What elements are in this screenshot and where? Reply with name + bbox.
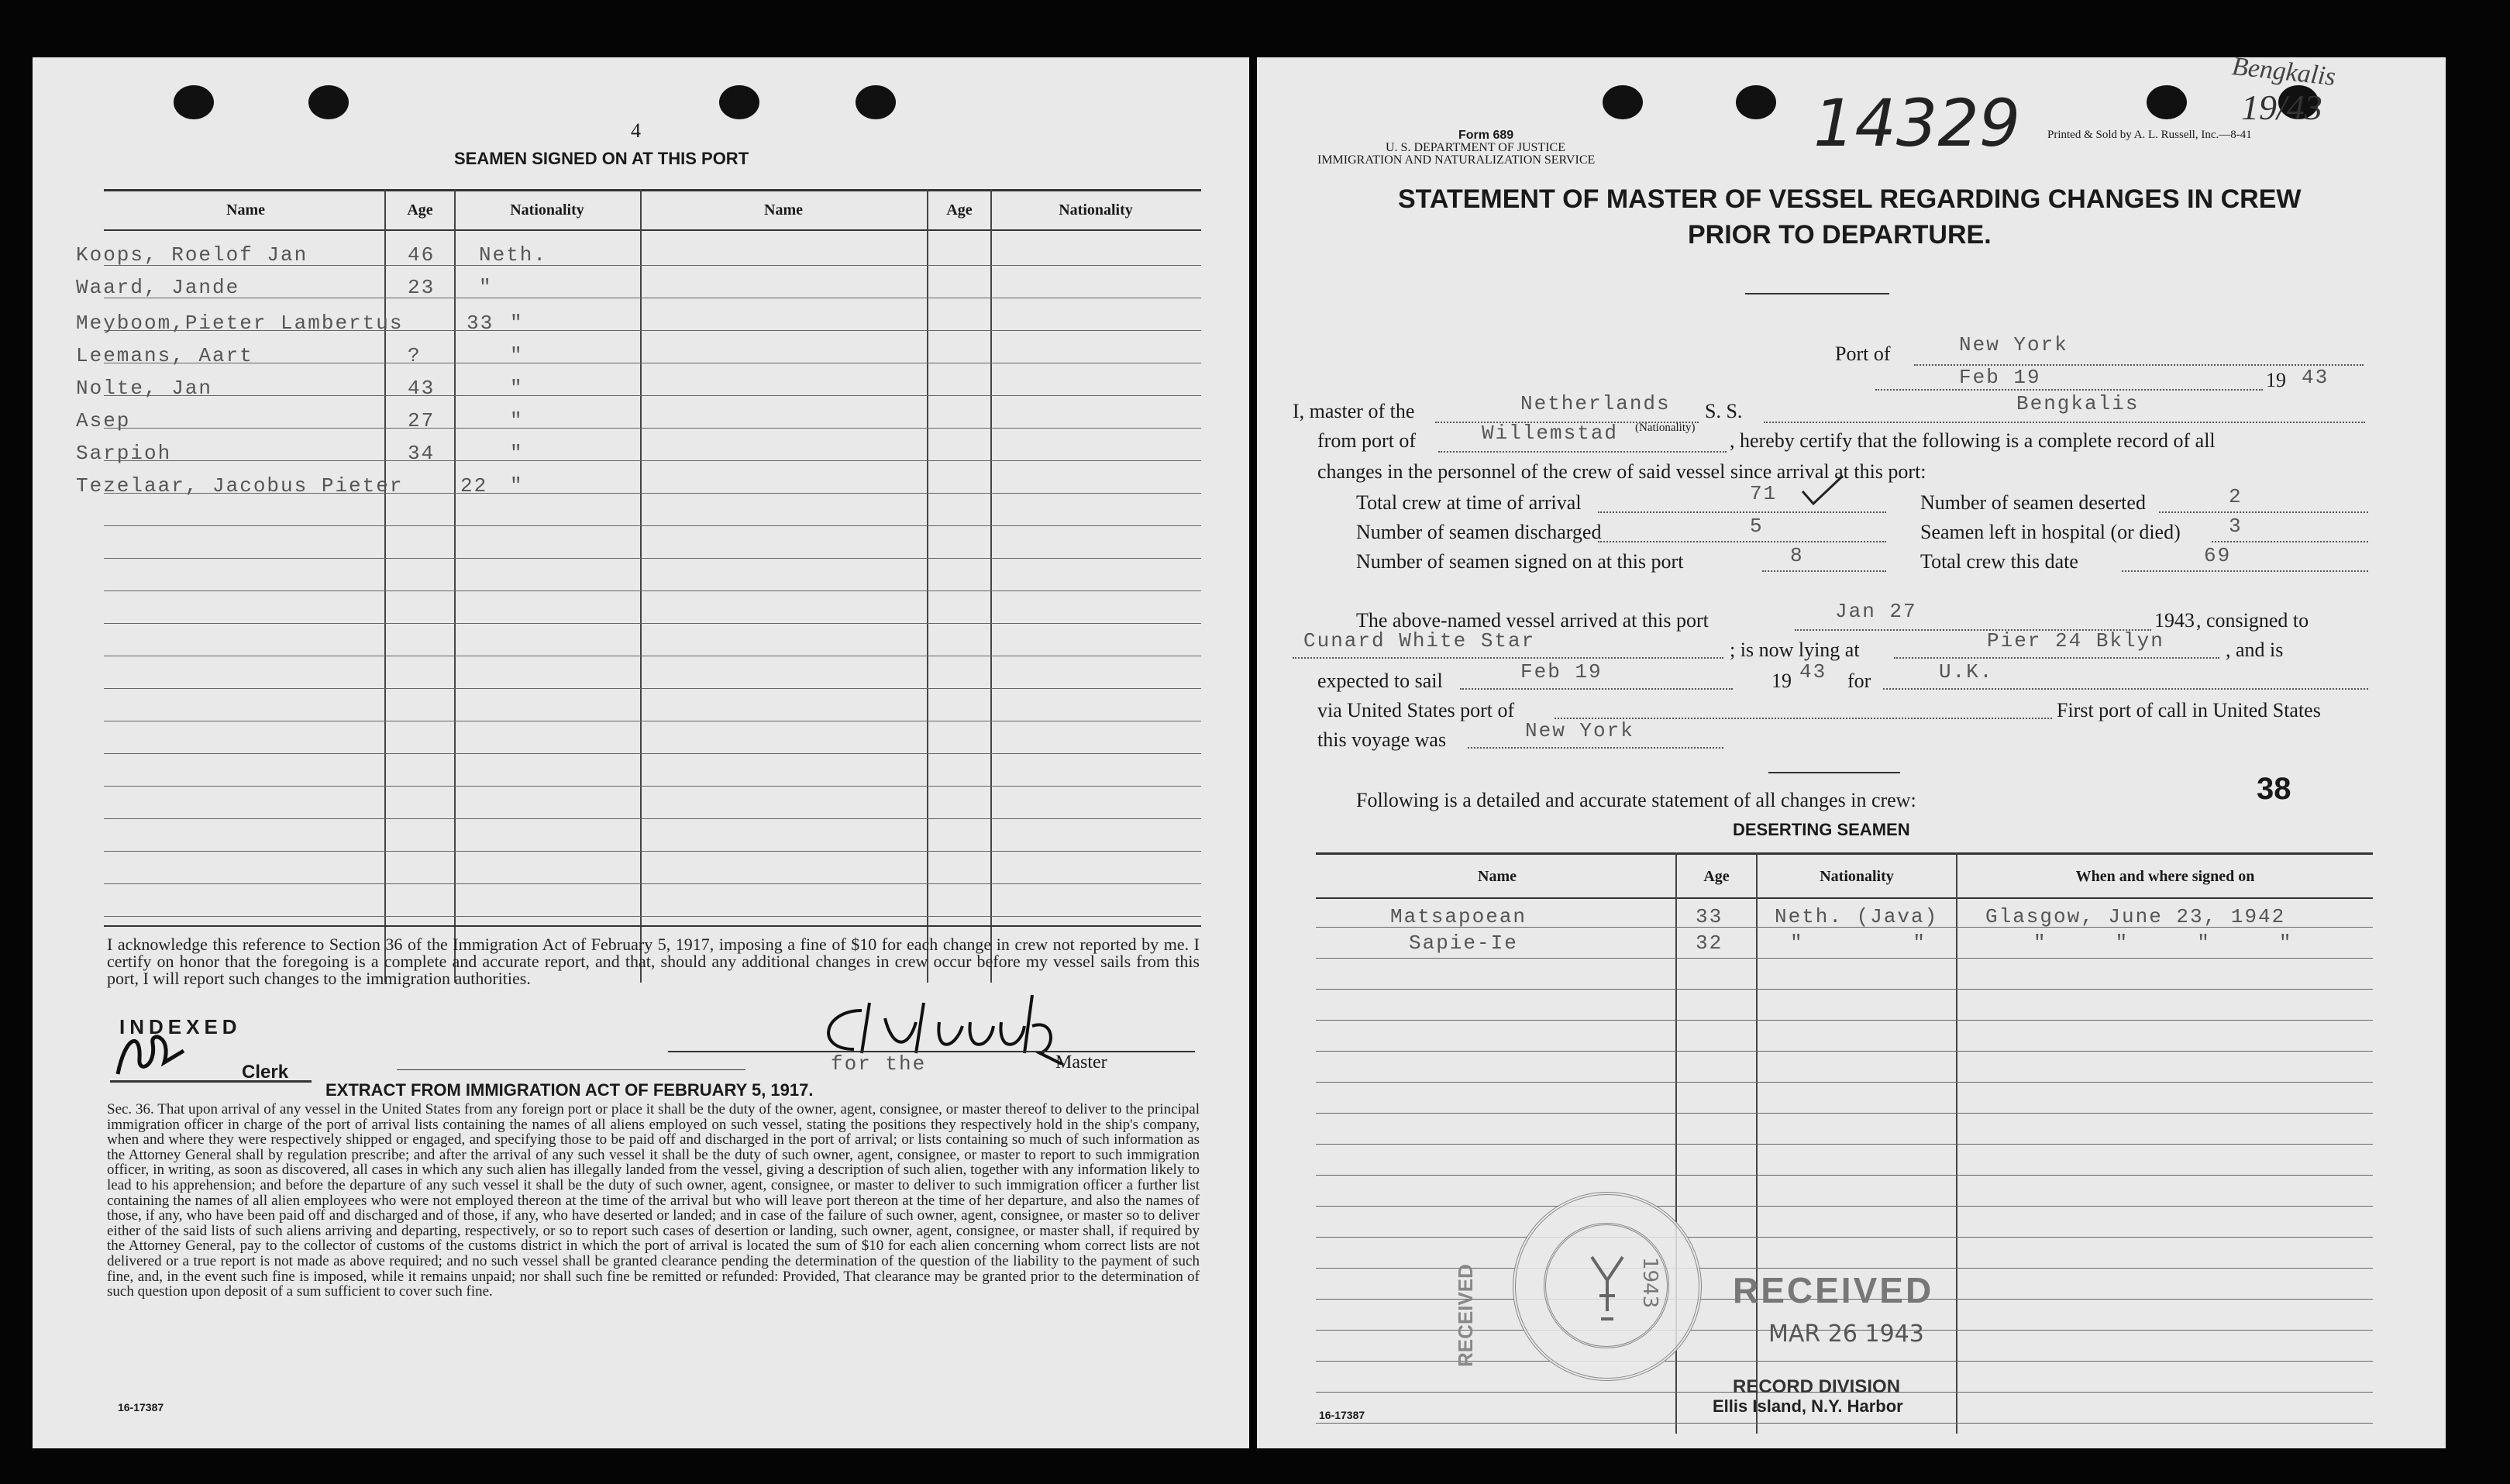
ss-label: S. S. — [1705, 400, 1743, 422]
crew-nationality: " — [510, 409, 524, 432]
col-age-2: Age — [946, 201, 973, 219]
consignee: Cunard White Star — [1303, 629, 1536, 652]
crew-age: ? — [408, 344, 422, 367]
total-crew-arrival-value: 71 — [1750, 482, 1778, 505]
crew-nationality: " — [510, 442, 524, 465]
from-port-label: from port of — [1317, 429, 1417, 452]
deserter-nationality: " " — [1790, 931, 1927, 955]
certify-text: , hereby certify that the following is a complete record of all — [1730, 429, 2216, 452]
first-port-label: First port of call in United States — [2057, 699, 2321, 721]
section-title: SEAMEN SIGNED ON AT THIS PORT — [454, 149, 749, 168]
crew-age: 33 — [467, 312, 494, 335]
crew-age: 34 — [408, 442, 436, 465]
corner-note-vessel: Bengkalis — [2230, 52, 2337, 91]
right-page — [1257, 52, 2446, 1448]
punch-hole — [719, 85, 759, 119]
hospital-value: 3 — [2229, 515, 2243, 538]
col-age: Age — [407, 201, 433, 219]
extract-title: EXTRACT FROM IMMIGRATION ACT OF FEBRUARY 5, 1917. — [325, 1080, 814, 1100]
and-is-label: , and is — [2226, 639, 2284, 661]
punch-hole — [1603, 85, 1643, 119]
master-of-label: I, master of the — [1293, 400, 1415, 422]
via-label: via United States port of — [1317, 699, 1515, 721]
received-date: MAR 26 1943 — [1768, 1320, 1924, 1348]
crew-age: 43 — [408, 377, 436, 400]
crew-nationality: " — [510, 474, 524, 498]
voyage-label: this voyage was — [1317, 728, 1447, 751]
form-code: 16-17387 — [118, 1401, 164, 1413]
deserted-value: 2 — [2229, 485, 2243, 508]
total-crew-date-label: Total crew this date — [1920, 550, 2078, 573]
for-value: U.K. — [1939, 660, 1994, 683]
deserter-name: Matsapoean — [1390, 905, 1527, 928]
deserter-age: 33 — [1696, 905, 1723, 928]
col-nationality: Nationality — [510, 201, 584, 219]
record-division: RECORD DIVISION — [1733, 1376, 1901, 1397]
discharged-label: Number of seamen discharged — [1356, 521, 1602, 543]
punch-hole — [174, 85, 214, 119]
crew-nationality: " — [510, 312, 524, 335]
acknowledgement-text: I acknowledge this reference to Section 36 of the Immigration Act of February 5, 1917, imposing a fine of $10 for each change in crew not reported by me. I certify on honor that the foregoing is a complete and accurate report, and that, should any additional changes in crew occur before my vessel sails from this port, I will report such changes to the immigration authorities. — [107, 935, 1200, 988]
clerk-initials-signature — [110, 1028, 195, 1082]
title-line-2: PRIOR TO DEPARTURE. — [1688, 220, 1992, 250]
form-code: 16-17387 — [1319, 1409, 1365, 1421]
deserted-label: Number of seamen deserted — [1920, 491, 2146, 514]
crew-nationality: " — [510, 377, 524, 400]
received-stamp: RECEIVED — [1733, 1270, 1934, 1310]
deserter-age: 32 — [1696, 931, 1723, 955]
consigned-label: , consigned to — [2196, 609, 2309, 632]
deserting-col-signed-on: When and where signed on — [2075, 868, 2255, 885]
following-text: Following is a detailed and accurate statement of all changes in crew: — [1356, 789, 1916, 811]
signed-on-label: Number of seamen signed on at this port — [1356, 550, 1684, 573]
stamp-year: 1943 — [1638, 1257, 1661, 1309]
signed-on-value: 8 — [1790, 544, 1804, 567]
total-crew-arrival-label: Total crew at time of arrival — [1356, 491, 1582, 514]
crew-age: 23 — [408, 276, 436, 299]
master-label: Master — [1055, 1052, 1107, 1073]
expected-year-prefix: 19 — [1771, 670, 1792, 692]
left-page — [33, 57, 1249, 1448]
deserting-col-nationality: Nationality — [1820, 868, 1894, 885]
deserter-signed-on: Glasgow, June 23, 1942 — [1985, 905, 2286, 928]
deserting-col-name: Name — [1478, 868, 1517, 885]
date-value: Feb 19 — [1959, 366, 2041, 389]
vessel-name: Bengkalis — [2016, 392, 2140, 415]
crew-name: Koops, Roelof Jan — [76, 243, 308, 267]
lying-value: Pier 24 Bklyn — [1987, 629, 2164, 652]
voyage-value: New York — [1525, 719, 1634, 742]
crew-nationality: " — [510, 344, 524, 367]
for-label: for — [1847, 670, 1871, 692]
nationality-value: Netherlands — [1520, 392, 1671, 415]
col-name: Name — [226, 201, 265, 219]
for-the-label: for the — [831, 1052, 927, 1076]
expected-label: expected to sail — [1317, 670, 1443, 692]
expected-year: 43 — [1799, 660, 1827, 683]
printer-note: Printed & Sold by A. L. Russell, Inc.—8-41 — [2047, 129, 2252, 141]
crew-name: Tezelaar, Jacobus Pieter — [76, 474, 404, 498]
crew-nationality: " — [479, 276, 493, 299]
crew-age: 27 — [408, 409, 436, 432]
year-prefix: 19 — [2266, 369, 2286, 391]
title-line-1: STATEMENT OF MASTER OF VESSEL REGARDING CHANGES IN CREW — [1398, 184, 2302, 214]
discharged-value: 5 — [1750, 515, 1764, 538]
form-number: Form 689 — [1458, 129, 1514, 142]
service: IMMIGRATION AND NATURALIZATION SERVICE — [1317, 153, 1596, 167]
page-count: 38 — [2257, 772, 2291, 806]
extract-text: Sec. 36. That upon arrival of any vessel in the United States from any foreign port or place it shall be the duty of the owner, agent, consignee, or master thereof to deliver to the principal immigration officer in charge of the port of arrival lists containing the names of all aliens employed on such vessel, stating the positions they respectively hold in the ship's company, when and where they were respectively shipped or engaged, and specifying those to be paid off and discharged in the port of arrival; or lists containing so much of such information as the Attorney General shall by regulation prescribe; and after the arrival of any such vessel it shall be the duty of such owner, agent, consignee, or master to report to such immigration officer, in writing, as soon as discovered, all cases in which any such alien has illegally landed from the vessel, giving a description of such alien, together with any information likely to lead to his apprehension; and before the departure of any such vessel it shall be the duty of such owner, agent, consignee, or master to deliver to such immigration officer a further list containing the names of all alien employees who were not employed thereon at the time of the arrival but who will leave port thereon at the time of her departure, and also the names of those, if any, who have been paid off and discharged and of those, if any, who have deserted or landed; and in case of the failure of such owner, agent, consignee, or master so to deliver either of the said lists of such aliens arriving and departing, respectively, or so to report such cases of desertion or landing, such owner, agent, consignee, or master shall, if required by the Attorney General, pay to the collector of customs of the customs district in which the port of arrival is located the sum of $10 for each alien concerning whom correct lists are not delivered or a true report is not made as above required; and no such vessel shall be granted clearance pending the determination of the question of the liability to the payment of such fine, and, in the event such fine is imposed, while it remains unpaid; nor shall such fine be remitted or refunded: Provided, That clearance may be granted prior to the determination of such question upon deposit of a sum sufficient to cover such fine. — [107, 1101, 1200, 1300]
col-nationality-2: Nationality — [1059, 201, 1133, 219]
deserter-signed-on: " " " " — [2033, 931, 2293, 955]
seal-emblem — [1584, 1249, 1630, 1327]
punch-hole — [308, 85, 349, 119]
from-port-value: Willemstad — [1482, 422, 1619, 445]
deserting-title: DESERTING SEAMEN — [1733, 820, 1910, 839]
expected-value: Feb 19 — [1520, 660, 1603, 683]
page-number: 4 — [631, 119, 641, 142]
received-vertical: RECEIVED — [1454, 1264, 1477, 1367]
crew-name: Leemans, Aart — [76, 344, 253, 367]
punch-hole — [856, 85, 896, 119]
crew-name: Waard, Jande — [76, 276, 240, 299]
seal-stamp — [1513, 1192, 1702, 1381]
year-value: 43 — [2302, 366, 2329, 389]
arrived-value: Jan 27 — [1835, 600, 1917, 623]
total-crew-date-value: 69 — [2204, 544, 2232, 567]
col-name-2: Name — [764, 201, 803, 219]
deserter-name: Sapie-Ie — [1409, 931, 1518, 955]
punch-hole — [2147, 85, 2187, 119]
corner-note-number: 19/43 — [2241, 88, 2322, 127]
crew-name: Sarpioh — [76, 442, 172, 465]
punch-hole — [1736, 85, 1776, 119]
crew-age: 46 — [408, 243, 436, 267]
port-of-value: New York — [1959, 333, 2068, 356]
arrived-label: The above-named vessel arrived at this port — [1356, 609, 1709, 632]
indexed-stamp: INDEXED — [119, 1015, 242, 1038]
check-mark — [1799, 473, 1846, 507]
arrived-year: 1943 — [2154, 609, 2195, 632]
lying-label: ; is now lying at — [1730, 639, 1860, 661]
changes-text: changes in the personnel of the crew of said vessel since arrival at this port: — [1317, 460, 1926, 483]
handwritten-number: 14329 — [1813, 85, 2021, 161]
ellis-island: Ellis Island, N.Y. Harbor — [1713, 1396, 1903, 1416]
crew-age: 22 — [460, 474, 488, 498]
nationality-caption: (Nationality) — [1635, 422, 1696, 434]
port-of-label: Port of — [1835, 343, 1891, 365]
crew-name: Meyboom,Pieter Lambertus — [76, 312, 404, 335]
hospital-label: Seamen left in hospital (or died) — [1920, 521, 2181, 543]
deserter-nationality: Neth. (Java) — [1775, 905, 1939, 928]
clerk-label: Clerk — [242, 1062, 289, 1083]
deserting-col-age: Age — [1703, 868, 1730, 885]
department: U. S. DEPARTMENT OF JUSTICE — [1386, 141, 1565, 154]
crew-nationality: Neth. — [479, 243, 548, 267]
crew-name: Asep — [76, 409, 131, 432]
crew-name: Nolte, Jan — [76, 377, 213, 400]
